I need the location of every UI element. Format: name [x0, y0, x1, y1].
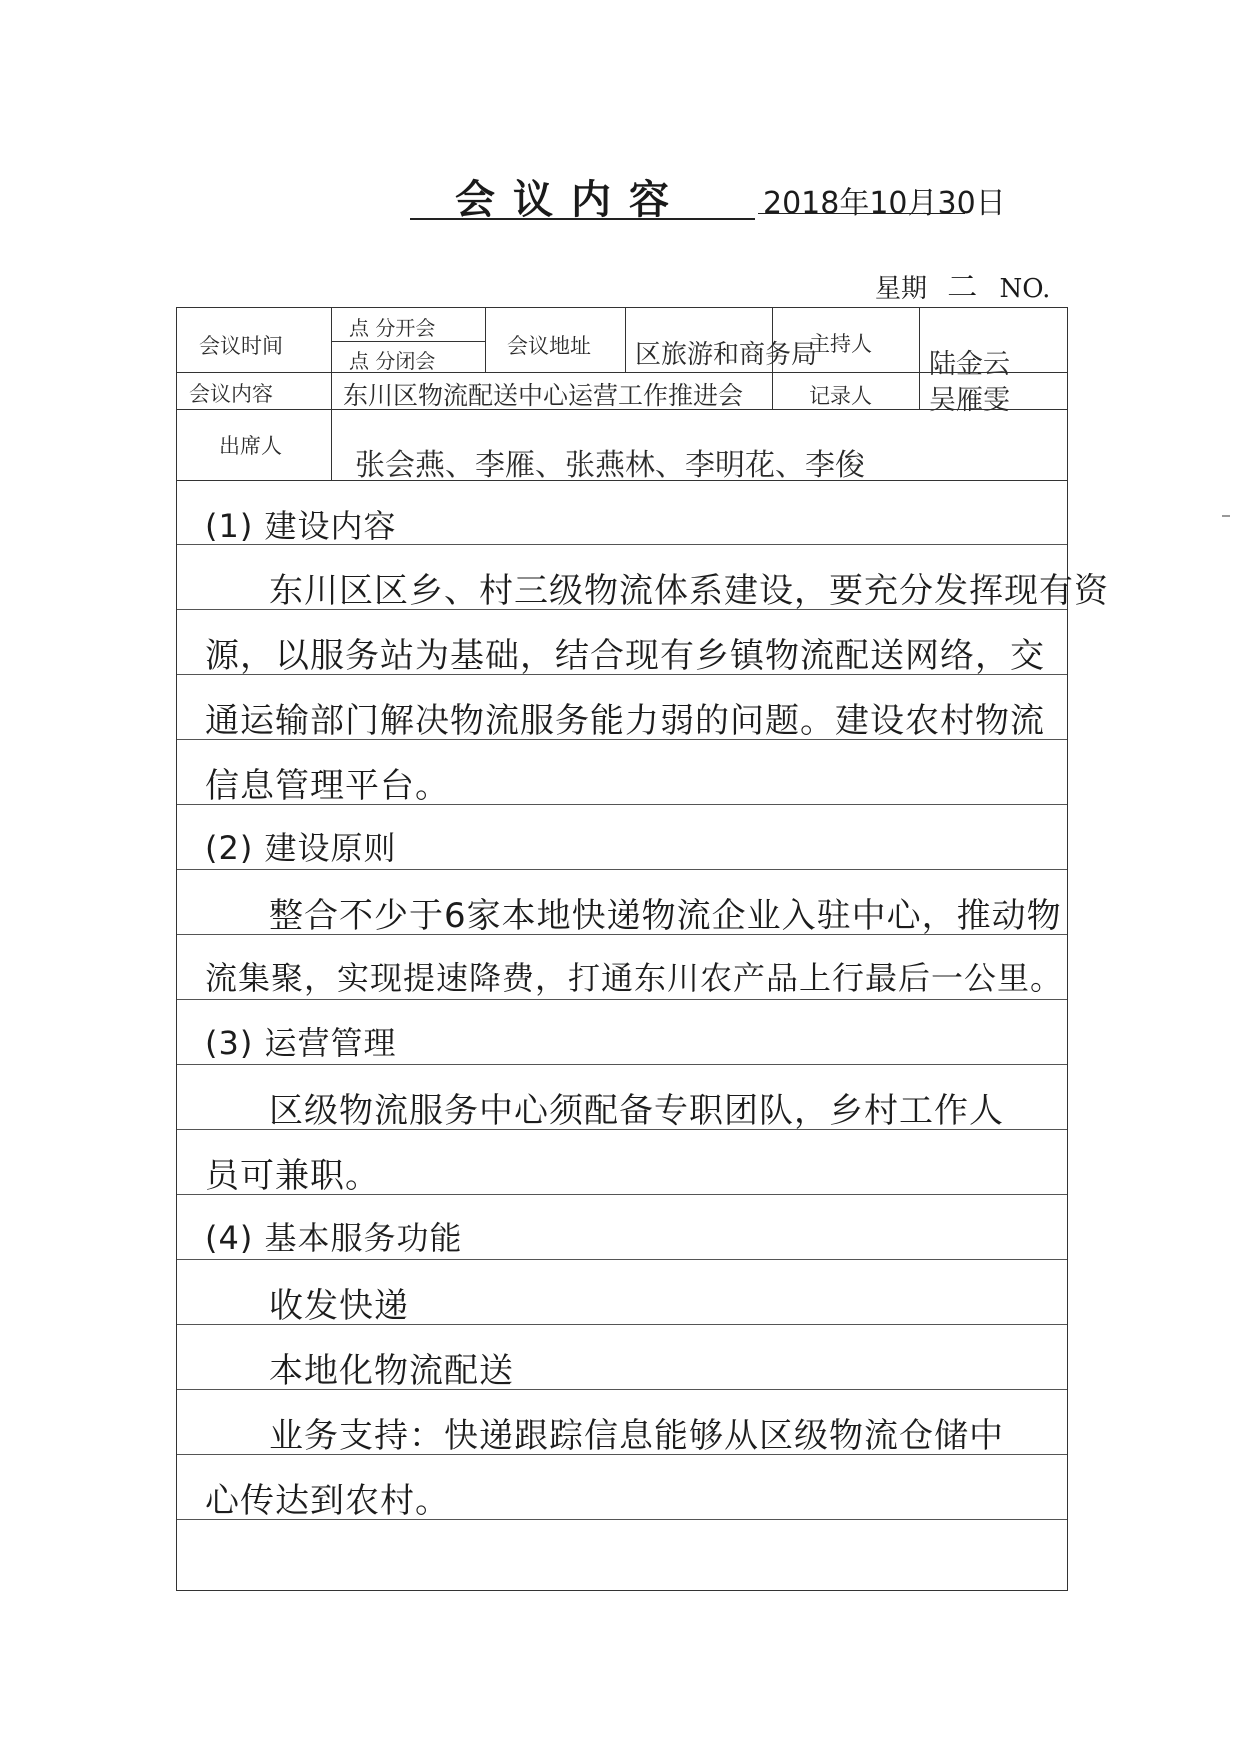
body-line: 区级物流服务中心须配备专职团队，乡村工作人	[269, 1091, 1004, 1131]
ruled-line	[177, 1259, 1067, 1260]
recorder-value: 吴雁雯	[929, 385, 1010, 416]
col-line-5	[919, 308, 920, 409]
attendees-value: 张会燕、李雁、张燕林、李明花、李俊	[355, 448, 865, 483]
weekday-label: 星期	[875, 274, 928, 304]
body-line: 东川区区乡、村三级物流体系建设，要充分发挥现有资	[269, 571, 1109, 611]
body-line: 信息管理平台。	[205, 766, 450, 806]
body-line: 收发快递	[269, 1286, 409, 1326]
title-underline	[410, 218, 755, 220]
section-heading: (3) 运营管理	[205, 1024, 397, 1062]
start-time-label: 点 分开会	[349, 316, 436, 340]
page-title: 会议内容	[455, 176, 687, 223]
body-line: 流集聚，实现提速降费，打通东川农产品上行最后一公里。	[205, 959, 1064, 997]
section-heading: (2) 建设原则	[205, 829, 397, 867]
meeting-record-form	[176, 307, 1109, 1591]
recorder-label: 记录人	[809, 384, 872, 408]
location-label: 会议地址	[507, 334, 591, 358]
host-value: 陆金云	[929, 349, 1010, 380]
section-heading: (4) 基本服务功能	[205, 1219, 463, 1257]
end-time-label: 点 分闭会	[349, 349, 436, 373]
weekday-number-row	[875, 262, 1050, 306]
number-label: NO.	[999, 274, 1051, 304]
date-underline	[758, 213, 965, 214]
ruled-line	[177, 869, 1067, 870]
meeting-date: 2018年10月30日	[763, 186, 1006, 221]
host-label: 主持人	[809, 332, 872, 356]
body-line: 心传达到农村。	[205, 1481, 450, 1521]
body-line: 业务支持：快递跟踪信息能够从区级物流仓储中	[269, 1416, 1004, 1456]
content-label: 会议内容	[189, 382, 273, 406]
weekday-value: 二	[947, 270, 978, 305]
body-line: 员可兼职。	[205, 1156, 380, 1196]
time-label: 会议时间	[199, 334, 283, 358]
ruled-line	[177, 1064, 1067, 1065]
location-value: 区旅游和商务局	[635, 340, 818, 370]
col-line-1	[331, 308, 332, 480]
content-value: 东川区物流配送中心运营工作推进会	[343, 381, 744, 410]
ruled-line	[177, 999, 1067, 1000]
section-heading: (1) 建设内容	[205, 507, 397, 545]
col-line-2	[485, 308, 486, 372]
body-line: 整合不少于6家本地快递物流企业入驻中心，推动物	[269, 896, 1062, 936]
scan-mark	[1222, 515, 1230, 517]
body-line: 通运输部门解决物流服务能力弱的问题。建设农村物流	[205, 701, 1045, 741]
time-split-line	[331, 341, 485, 342]
attendees-label: 出席人	[219, 434, 282, 458]
body-line: 源，以服务站为基础，结合现有乡镇物流配送网络，交	[205, 636, 1045, 676]
col-line-3	[625, 308, 626, 372]
body-line: 本地化物流配送	[269, 1351, 514, 1391]
